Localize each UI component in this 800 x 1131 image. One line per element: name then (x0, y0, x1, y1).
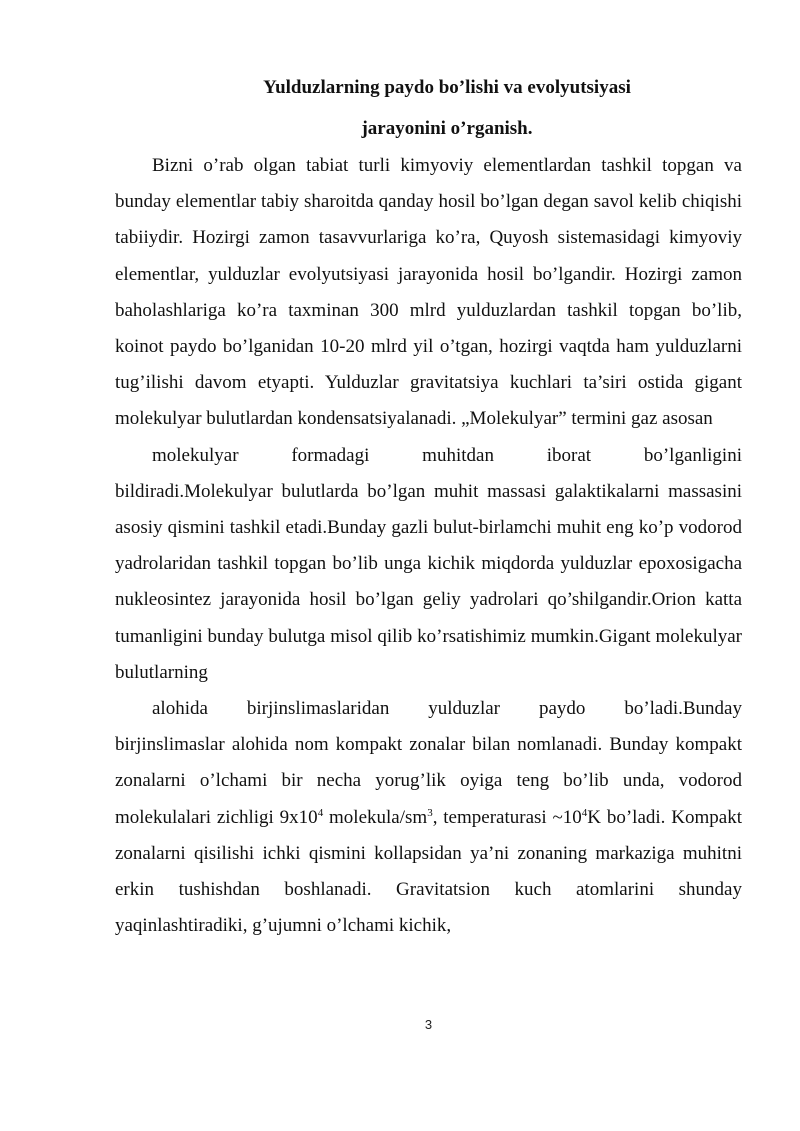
paragraph-segment-7: , temperaturasi ~10 (432, 806, 582, 828)
paragraph-segment-8: K bo’ladi. Kompakt zonalarni qisilishi ichki qismini kollapsidan ya’ni zonaning markaziga muhitni erkin tushishdan boshlanadi. Gravitatsion kuch atomlarini shunday yaqinlashtiradiki, g’ujumni o’lchami kichik, (115, 806, 742, 937)
paragraph-segment-3: bildiradi.Molekulyar bulutlarda bo’lgan muhit massasi galaktikalarni massasini asosiy qismini tashkil etadi.Bunday gazli bulut-birlamchi muhit eng ko’p vodorod yadrolaridan tashkil topgan bo’lib unga kichik miqdorda yulduzlar epoxosigacha nukleosintez jarayonida hosil bo’lgan geliy yadrolari qo’shilgandir.Orion katta tumanligini bunday bulutga misol qilib ko’rsatishimiz mumkin.Gigant molekulyar bulutlarning (115, 480, 742, 683)
body-text (115, 148, 742, 944)
paragraph-justified-line-2: alohida birjinslimaslaridan yulduzlar paydo bo’ladi.Bunday (152, 698, 742, 720)
exponent-superscript: 4 (581, 806, 588, 819)
paragraph-segment-1: Bizni o’rab olgan tabiat turli kimyoviy elementlardan tashkil topgan va bunday elementlar tabiy sharoitda qanday hosil bo’lgan degan savol kelib chiqishi tabiiydir. Hozirgi zamon tasavvurlariga ko’ra, Quyosh sistemasidagi kimyoviy elementlar, yulduzlar evolyutsiyasi jarayonida hosil bo’lgandir. Hozirgi zamon baholashlariga ko’ra taxminan 300 mlrd yulduzlardan tashkil topgan bo’lib, koinot paydo bo’lganidan 10-20 mlrd yil o’tgan, hozirgi vaqtda ham yulduzlarni tug’ilishi davom etyapti. Yulduzlar gravitatsiya kuchlari ta’siri ostida gigant molekulyar bulutlardan kondensatsiyalanadi. „Molekulyar” termini gaz asosan (115, 155, 742, 430)
paragraph-segment-6: molekula/sm (323, 806, 428, 828)
exponent-superscript: 3 (427, 806, 433, 819)
exponent-superscript: 4 (317, 806, 324, 819)
paragraph-justified-line-1: molekulyar formadagi muhitdan iborat bo’lganligini (152, 444, 742, 466)
page-number: 3 (424, 1017, 433, 1032)
paragraph-segment-5: birjinslimaslar alohida nom kompakt zonalar bilan nomlanadi. Bunday kompakt zonalarni o’lchami bir necha yorug’lik oyiga teng bo’lib unda, vodorod molekulalari zichligi 9x10 (115, 734, 742, 828)
document-title-line-2: jarayonini o’rganish. (361, 118, 533, 139)
document-title-line-1: Yulduzlarning paydo bo’lishi va evolyutsiyasi (263, 77, 631, 98)
body-paragraph (115, 148, 742, 944)
